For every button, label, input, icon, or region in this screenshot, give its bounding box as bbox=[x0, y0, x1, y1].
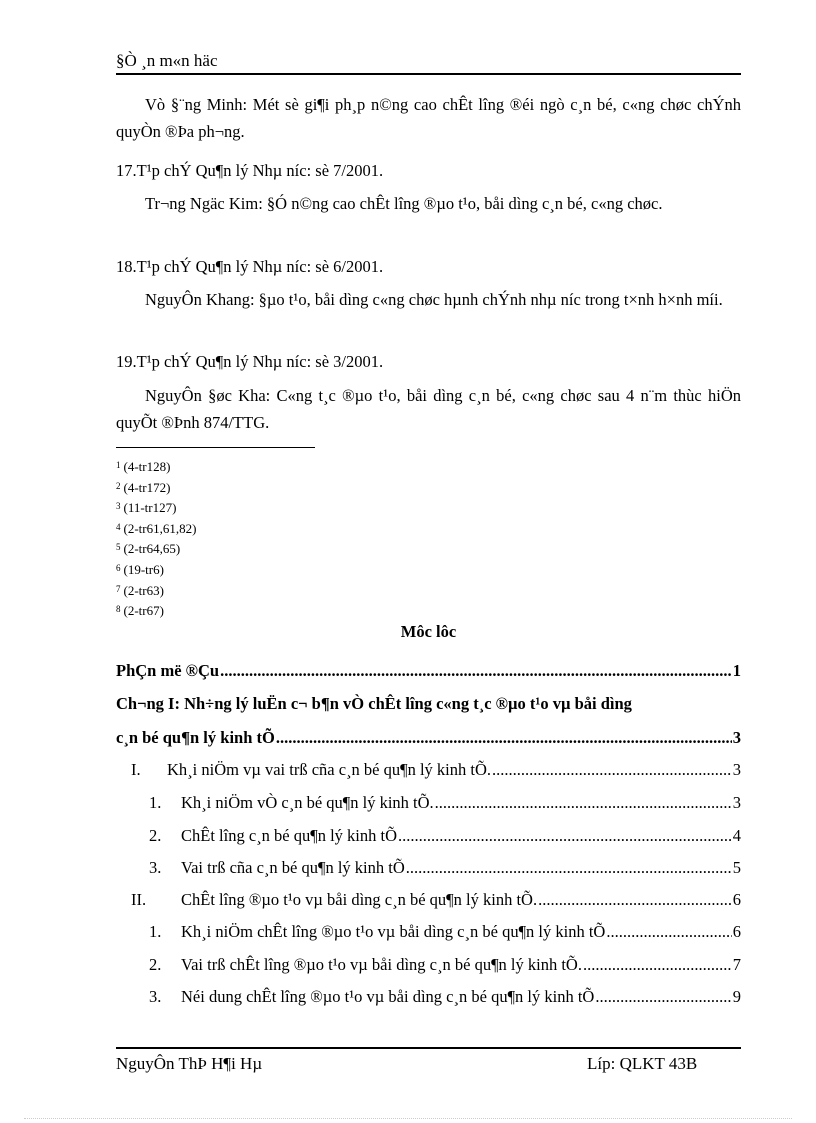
toc-entry[interactable] bbox=[116, 728, 741, 752]
footnote-separator bbox=[116, 447, 315, 448]
toc-entry-text: ChÊt lîng c¸n bé qu¶n lý kinh tÕ bbox=[181, 826, 397, 845]
toc-chapter-heading[interactable]: Ch¬ng I: Nh÷ng lý luËn c¬ b¶n vÒ chÊt lîng c«ng t¸c ®µo t¹o vµ båi dìng bbox=[116, 694, 632, 713]
footnote-item: $^3$ (11-tr127) bbox=[116, 500, 177, 516]
toc-entry-text: Vai trß chÊt lîng ®µo t¹o vµ båi dìng c¸n bé qu¶n lý kinh tÕ. bbox=[181, 955, 582, 974]
toc-leader-dots bbox=[492, 760, 732, 780]
toc-entry-text: Vai trß cña c¸n bé qu¶n lý kinh tÕ bbox=[181, 858, 405, 877]
reference-paragraph: Tr¬ng Ngäc Kim: §Ó n©ng cao chÊt lîng ®µo t¹o, båi dìng c¸n bé, c«ng chøc. bbox=[145, 194, 663, 213]
toc-entry[interactable] bbox=[149, 955, 741, 979]
toc-entry-text: PhÇn më ®Çu bbox=[116, 661, 220, 680]
toc-entry-text: Kh¸i niÖm vµ vai trß cña c¸n bé qu¶n lý kinh tÕ. bbox=[167, 760, 492, 779]
toc-entry-text: Kh¸i niÖm chÊt lîng ®µo t¹o vµ båi dìng c¸n bé qu¶n lý kinh tÕ bbox=[181, 922, 606, 941]
reference-paragraph: NguyÔn §øc Kha: C«ng t¸c ®µo t¹o, båi dìng c¸n bé, c«ng chøc sau 4 n¨m thùc hiÖn quyÕt ®Þnh 874/TTG. bbox=[116, 386, 741, 432]
reference-paragraph: NguyÔn Khang: §µo t¹o, båi dìng c«ng chøc hµnh chÝnh nhµ níc trong t×nh h×nh míi. bbox=[145, 290, 723, 309]
page-header bbox=[116, 51, 741, 75]
toc-entry-number: 2. bbox=[149, 955, 162, 974]
toc-leader-dots bbox=[606, 922, 731, 942]
toc-entry-page: 3 bbox=[732, 728, 741, 747]
footer-author: NguyÔn ThÞ H¶i Hµ bbox=[116, 1054, 263, 1073]
toc-leader-dots bbox=[595, 987, 731, 1007]
toc-leader-dots bbox=[583, 955, 732, 975]
footnote-item: $^6$ (19-tr6) bbox=[116, 561, 164, 577]
footnote-item: $^5$ (2-tr64,65) bbox=[116, 541, 181, 557]
footer-class: Líp: QLKT 43B bbox=[587, 1054, 698, 1073]
toc-entry-page: 3 bbox=[732, 760, 741, 779]
reference-heading: 19.T¹p chÝ Qu¶n lý Nhµ níc: sè 3/2001. bbox=[116, 352, 384, 371]
toc-title: Môc lôc bbox=[400, 622, 457, 641]
toc-leader-dots bbox=[538, 890, 732, 910]
footnote-item: $^8$ (2-tr67) bbox=[116, 603, 164, 619]
toc-entry-number: I. bbox=[131, 760, 141, 779]
header-title: §Ò ¸n m«n häc bbox=[116, 51, 218, 70]
toc-entry-number: 1. bbox=[149, 922, 162, 941]
toc-entry-text: Kh¸i niÖm vÒ c¸n bé qu¶n lý kinh tÕ. bbox=[181, 793, 434, 812]
footnote-list bbox=[116, 456, 196, 621]
toc-entry-page: 9 bbox=[732, 987, 741, 1006]
toc-entry-number: II. bbox=[131, 890, 147, 909]
toc-entry-number: 3. bbox=[149, 858, 162, 877]
page-edge-divider bbox=[24, 1118, 792, 1119]
toc-leader-dots bbox=[276, 728, 732, 748]
toc-entry[interactable] bbox=[149, 858, 741, 882]
toc-entry-page: 4 bbox=[732, 826, 741, 845]
toc-entry[interactable] bbox=[149, 987, 741, 1011]
toc-entry[interactable] bbox=[131, 890, 741, 914]
toc-leader-dots bbox=[398, 826, 732, 846]
toc-entry[interactable] bbox=[149, 793, 741, 817]
toc-entry-number: 2. bbox=[149, 826, 162, 845]
toc-entry[interactable] bbox=[116, 661, 741, 685]
toc-entry-page: 6 bbox=[732, 890, 741, 909]
footnote-item: $^4$ (2-tr61,61,82) bbox=[116, 520, 197, 536]
toc-entry[interactable] bbox=[149, 826, 741, 850]
toc-entry[interactable] bbox=[149, 922, 741, 946]
toc-entry-page: 3 bbox=[732, 793, 741, 812]
toc-leader-dots bbox=[220, 661, 732, 681]
reference-heading: 18.T¹p chÝ Qu¶n lý Nhµ níc: sè 6/2001. bbox=[116, 257, 384, 276]
toc-entry-page: 7 bbox=[732, 955, 741, 974]
footnote-item: $^7$ (2-tr63) bbox=[116, 582, 164, 598]
toc-entry-number: 3. bbox=[149, 987, 162, 1006]
toc-entry-number: 1. bbox=[149, 793, 162, 812]
toc-entry-text: Néi dung chÊt lîng ®µo t¹o vµ båi dìng c¸n bé qu¶n lý kinh tÕ bbox=[181, 987, 595, 1006]
toc-entry-text: c¸n bé qu¶n lý kinh tÕ bbox=[116, 728, 275, 747]
reference-heading: 17.T¹p chÝ Qu¶n lý Nhµ níc: sè 7/2001. bbox=[116, 161, 384, 180]
toc-leader-dots bbox=[435, 793, 732, 813]
toc-entry-page: 6 bbox=[732, 922, 741, 941]
toc-entry-page: 5 bbox=[732, 858, 741, 877]
reference-paragraph: Vò §¨ng Minh: Mét sè gi¶i ph¸p n©ng cao chÊt lîng ®éi ngò c¸n bé, c«ng chøc chÝnh quyÒn ®Þa ph¬ng. bbox=[116, 95, 741, 141]
toc-entry[interactable] bbox=[131, 760, 741, 784]
toc-leader-dots bbox=[406, 858, 732, 878]
toc-entry-text: ChÊt lîng ®µo t¹o vµ båi dìng c¸n bé qu¶n lý kinh tÕ. bbox=[181, 890, 538, 909]
footnote-item: $^1$ (4-tr128) bbox=[116, 459, 171, 474]
toc-entry-page: 1 bbox=[732, 661, 741, 680]
footer-separator bbox=[116, 1047, 741, 1049]
footnote-item: $^2$ (4-tr172) bbox=[116, 479, 171, 495]
